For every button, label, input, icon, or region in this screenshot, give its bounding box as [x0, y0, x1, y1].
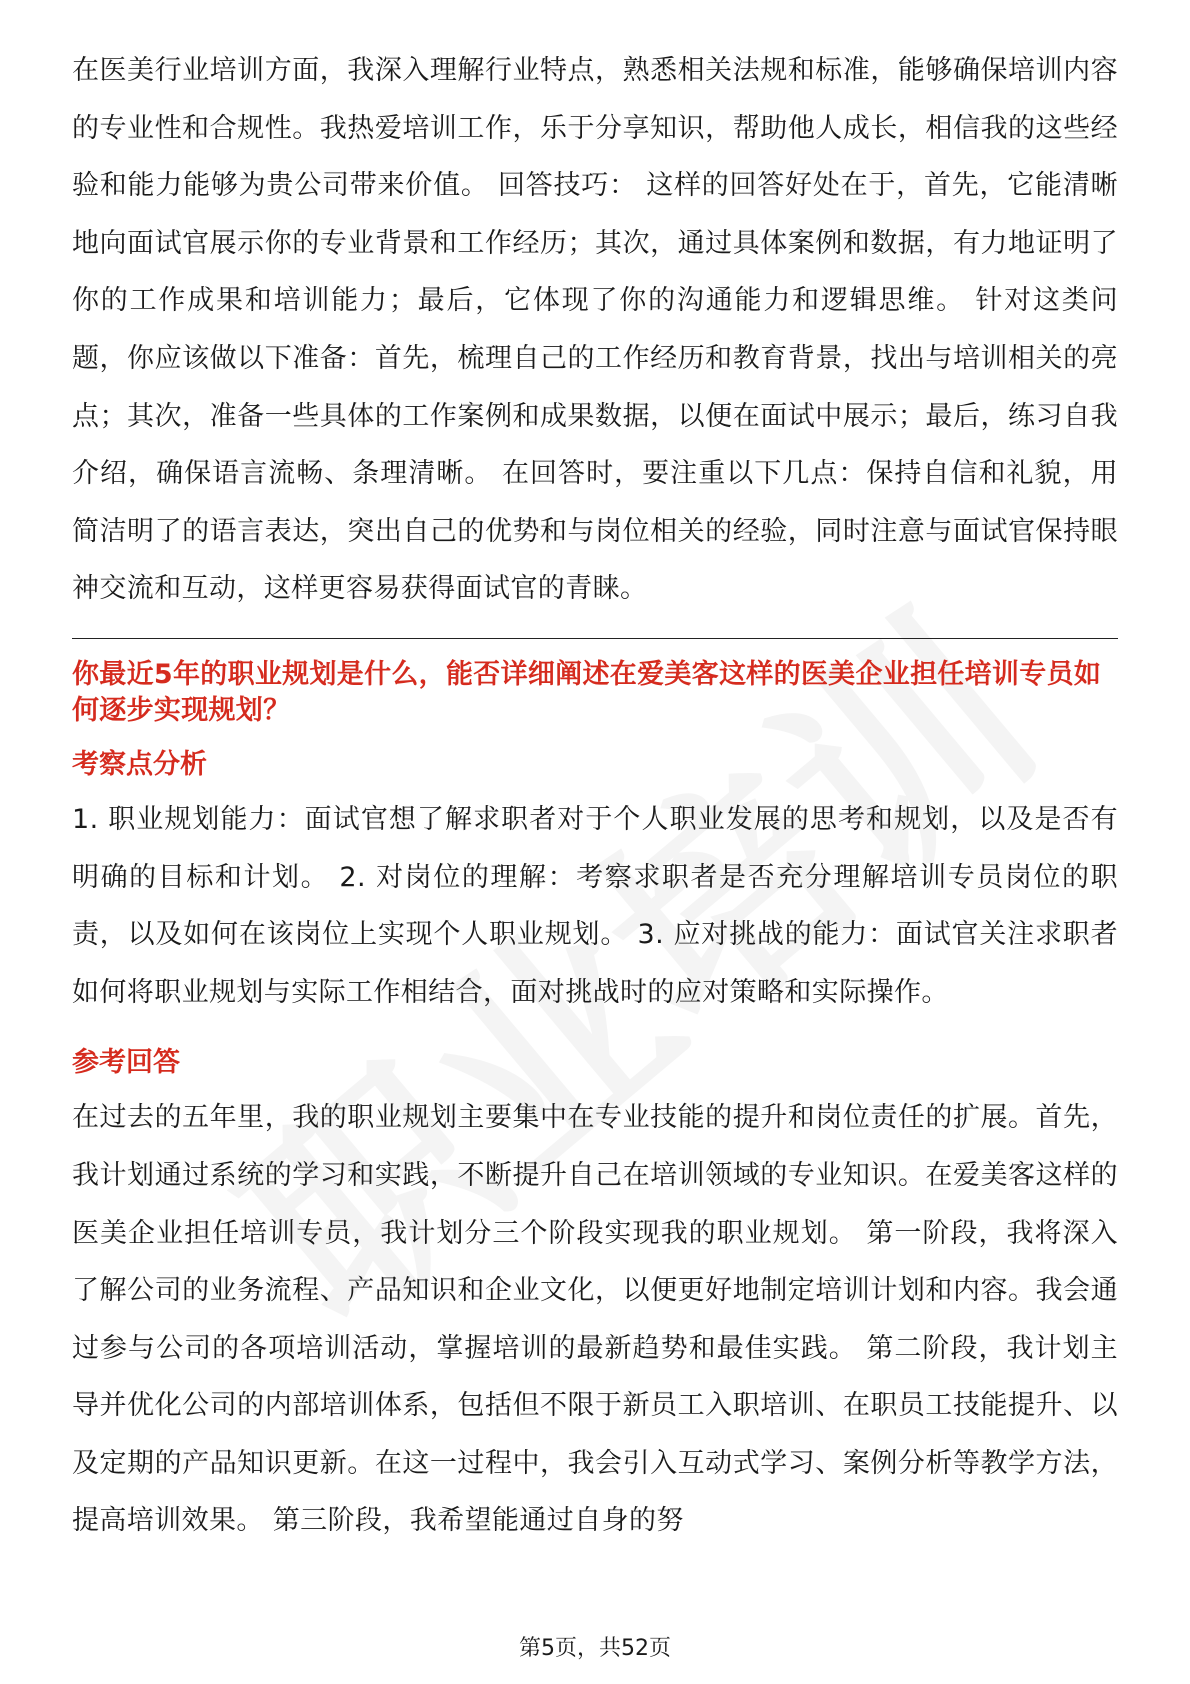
answer-paragraph: 在过去的五年里，我的职业规划主要集中在专业技能的提升和岗位责任的扩展。首先，我计划通过系统的学习和实践，不断提升自己在培训领域的专业知识。在爱美客这样的医美企业担任培训专员，我计划分三个阶段实现我的职业规划。 第一阶段，我将深入了解公司的业务流程、产品知识和企业文化，以便更好地制定培训计划和内容。我会通过参与公司的各项培训活动，掌握培训的最新趋势和最佳实践。 第二阶段，我计划主导并优化公司的内部培训体系，包括但不限于新员工入职培训、在职员工技能提升、以及定期的产品知识更新。在这一过程中，我会引入互动式学习、案例分析等教学方法，提高培训效果。 第三阶段，我希望能通过自身的努: [72, 1102, 1118, 1537]
answer-heading: 参考回答: [72, 1047, 180, 1079]
section-divider: [72, 638, 1118, 639]
analysis-heading: 考察点分析: [72, 748, 207, 780]
analysis-paragraph: 1. 职业规划能力：面试官想了解求职者对于个人职业发展的思考和规划，以及是否有明确的目标和计划。 2. 对岗位的理解：考察求职者是否充分理解培训专员岗位的职责，以及如何在该岗位上实现个人职业规划。 3. 应对挑战的能力：面试官关注求职者如何将职业规划与实际工作相结合，面对挑战时的应对策略和实际操作。: [72, 803, 1118, 1008]
page-content: [72, 42, 1118, 1550]
intro-paragraph: 在医美行业培训方面，我深入理解行业特点，熟悉相关法规和标准，能够确保培训内容的专业性和合规性。我热爱培训工作，乐于分享知识，帮助他人成长，相信我的这些经验和能力能够为贵公司带来价值。 回答技巧： 这样的回答好处在于，首先，它能清晰地向面试官展示你的专业背景和工作经历；其次，通过具体案例和数据，有力地证明了你的工作成果和培训能力；最后，它体现了你的沟通能力和逻辑思维。 针对这类问题，你应该做以下准备：首先，梳理自己的工作经历和教育背景，找出与培训相关的亮点；其次，准备一些具体的工作案例和成果数据，以便在面试中展示；最后，练习自我介绍，确保语言流畅、条理清晰。 在回答时，要注重以下几点：保持自信和礼貌，用简洁明了的语言表达，突出自己的优势和与岗位相关的经验，同时注意与面试官保持眼神交流和互动，这样更容易获得面试官的青睐。: [72, 55, 1118, 605]
question-title: 你最近5年的职业规划是什么，能否详细阐述在爱美客这样的医美企业担任培训专员如何逐步实现规划？: [72, 658, 1102, 726]
page-number: 第5页，共52页: [519, 1636, 671, 1661]
